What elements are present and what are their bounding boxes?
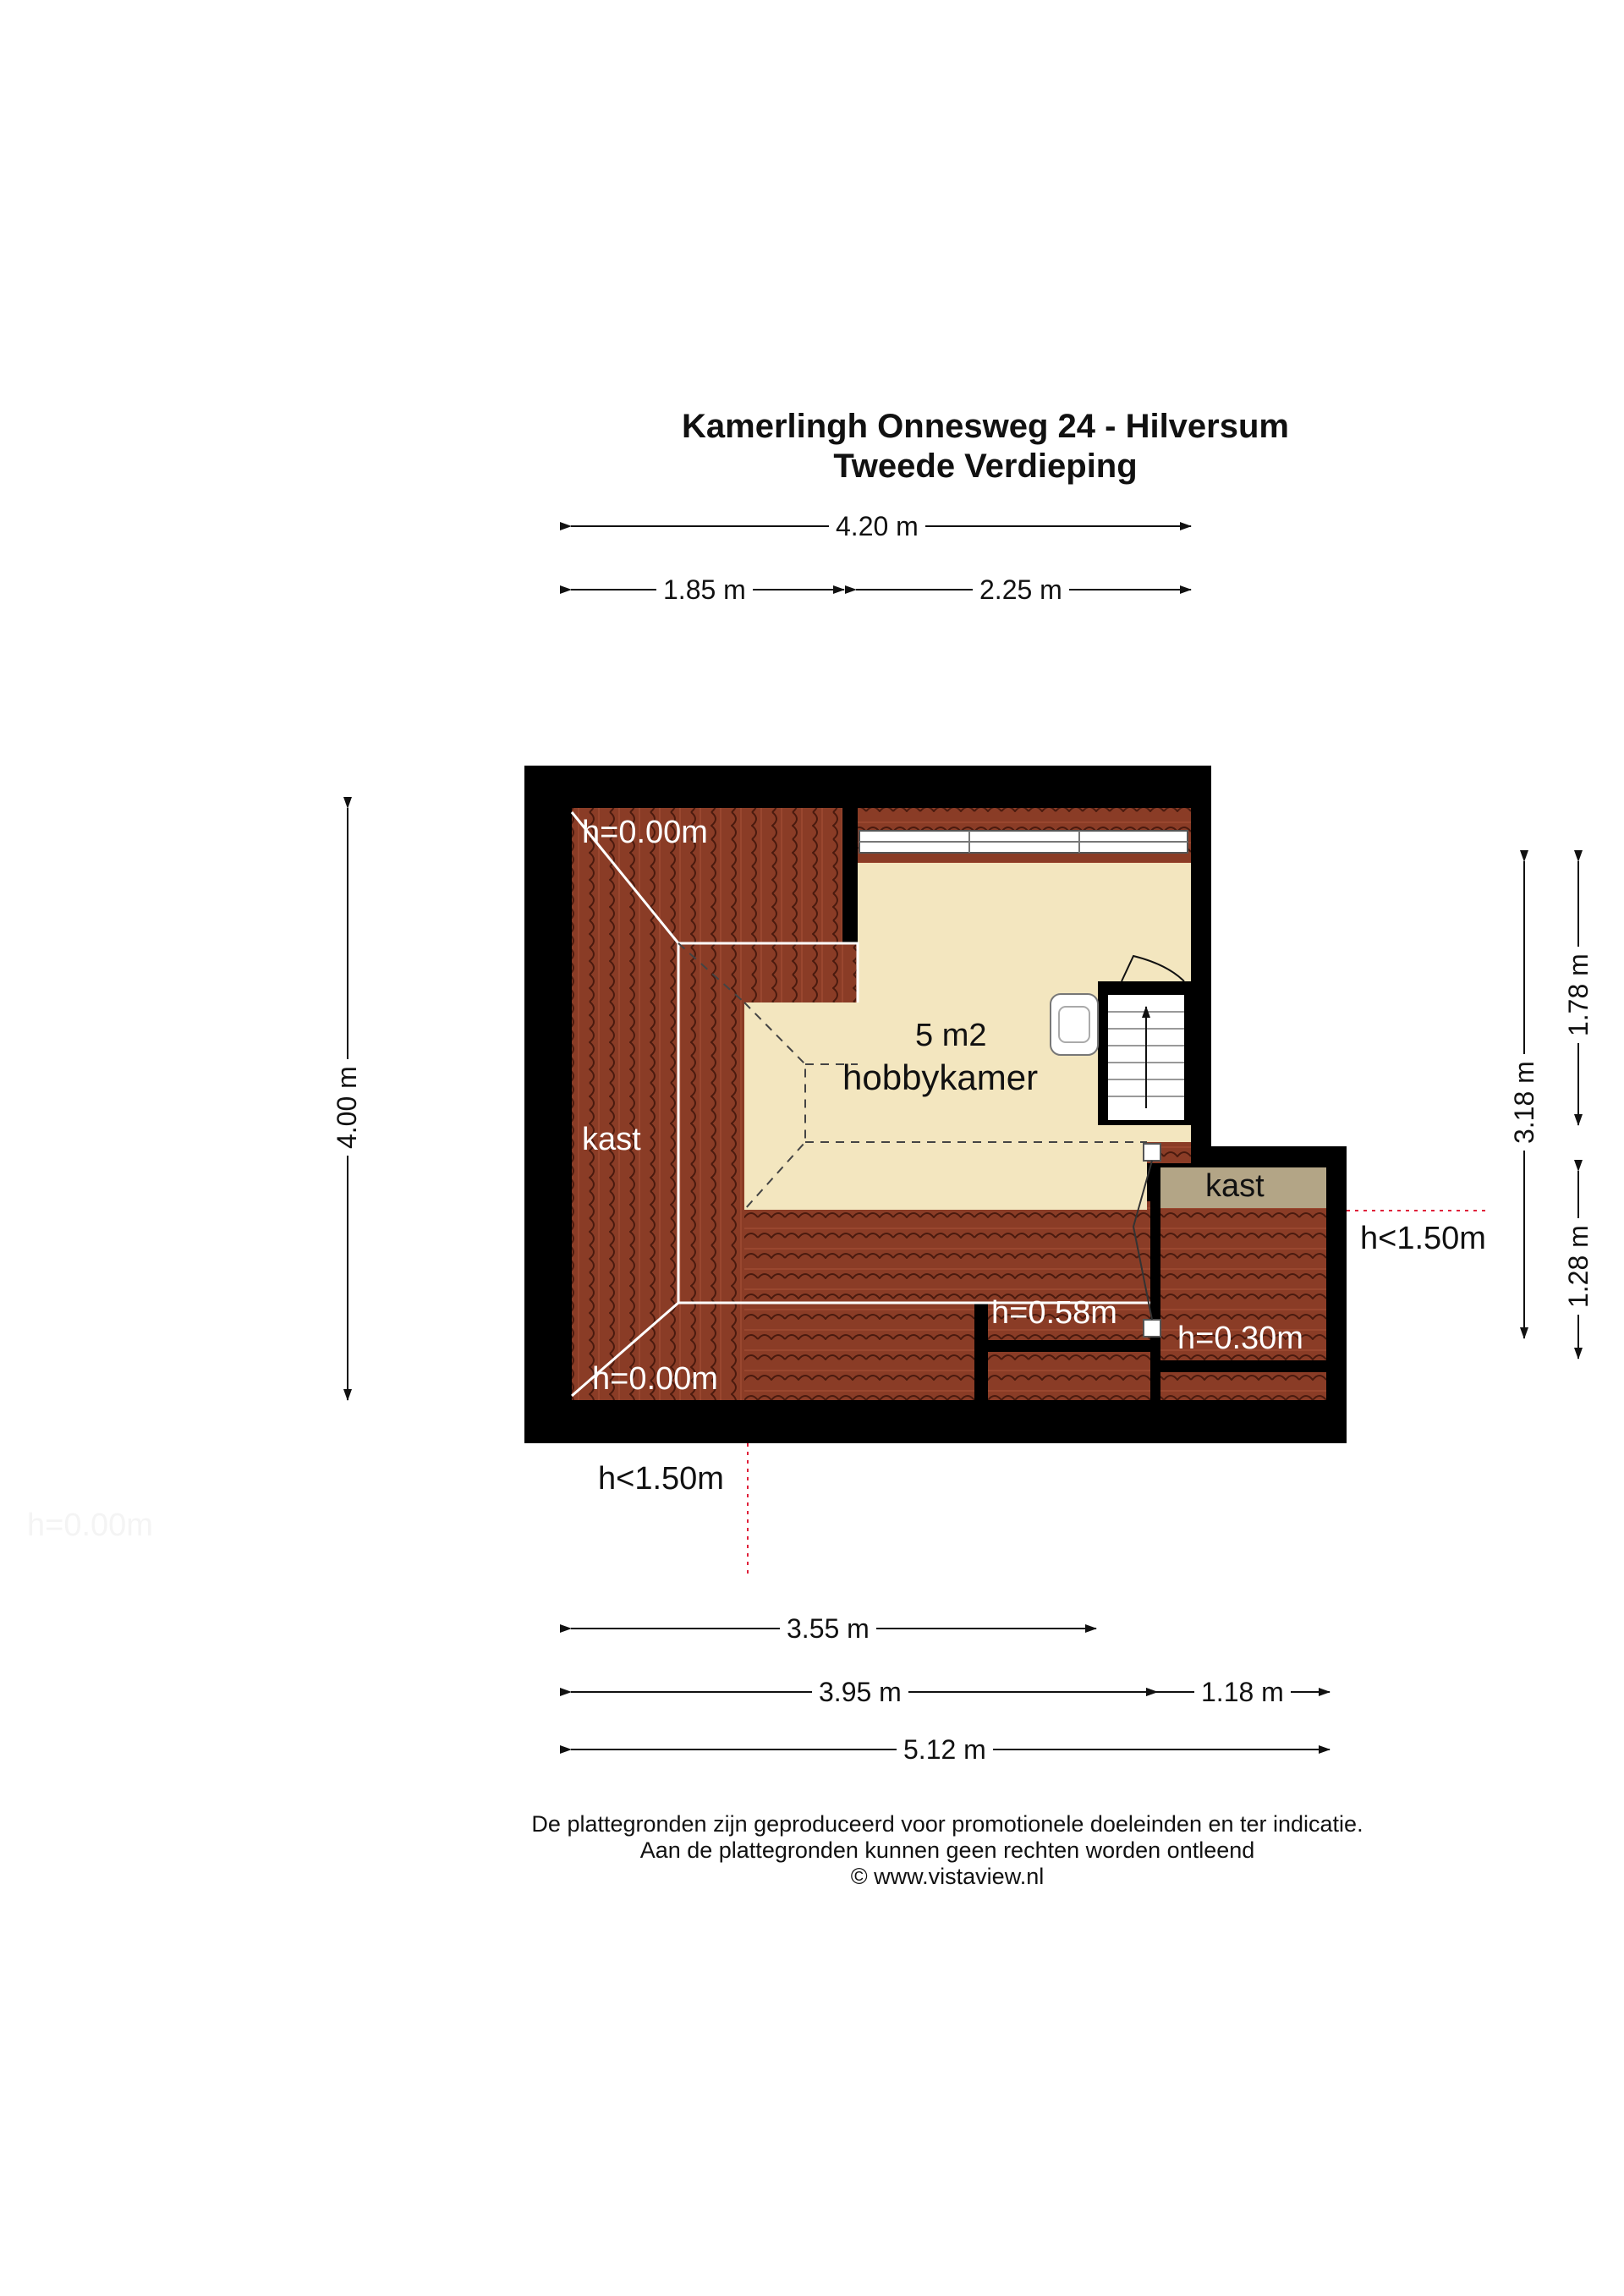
window	[859, 831, 1188, 853]
kast-right-label: kast	[1205, 1168, 1265, 1204]
dim-right-tall: 3.18 m	[1509, 1054, 1539, 1151]
dim-bottom-b: 3.95 m	[812, 1677, 908, 1707]
dim-top-total: 4.20 m	[829, 511, 925, 541]
height-bottom-middle: h=0.58m	[991, 1295, 1117, 1331]
height-top-left: h=0.00m	[582, 815, 708, 850]
dim-bottom-total: 5.12 m	[897, 1734, 993, 1765]
room-name: hobbykamer	[842, 1057, 1039, 1097]
height-bottom-right: h=0.30m	[1177, 1321, 1303, 1356]
footer-copyright: © www.vistaview.nl	[850, 1864, 1045, 1889]
height-outside-right: h<1.50m	[1360, 1221, 1486, 1256]
footer-disclaimer: De plattegronden zijn geproduceerd voor promotionele doeleinden en ter indicatie.	[531, 1811, 1363, 1837]
height-faint: h=0.00m	[27, 1508, 153, 1543]
address-title: Kamerlingh Onnesweg 24 - Hilversum	[682, 408, 1289, 445]
height-bottom-left: h=0.00m	[592, 1361, 718, 1397]
kast-left-label: kast	[582, 1122, 641, 1157]
dim-bottom-c: 1.18 m	[1194, 1677, 1291, 1707]
floor-title: Tweede Verdieping	[833, 448, 1138, 485]
dim-left-height: 4.00 m	[332, 1059, 362, 1156]
dim-right-lower: 1.28 m	[1563, 1218, 1594, 1315]
dim-right-upper: 1.78 m	[1563, 947, 1594, 1043]
fixture	[1051, 994, 1098, 1055]
dim-bottom-a: 3.55 m	[780, 1613, 876, 1644]
room-area: 5 m2	[915, 1018, 987, 1053]
stairs	[1098, 981, 1191, 1125]
footer-rights: Aan de plattegronden kunnen geen rechten worden ontleend	[639, 1837, 1255, 1863]
height-outside-bottom: h<1.50m	[598, 1461, 724, 1497]
dim-top-right: 2.25 m	[973, 574, 1069, 605]
dim-top-left: 1.85 m	[656, 574, 753, 605]
